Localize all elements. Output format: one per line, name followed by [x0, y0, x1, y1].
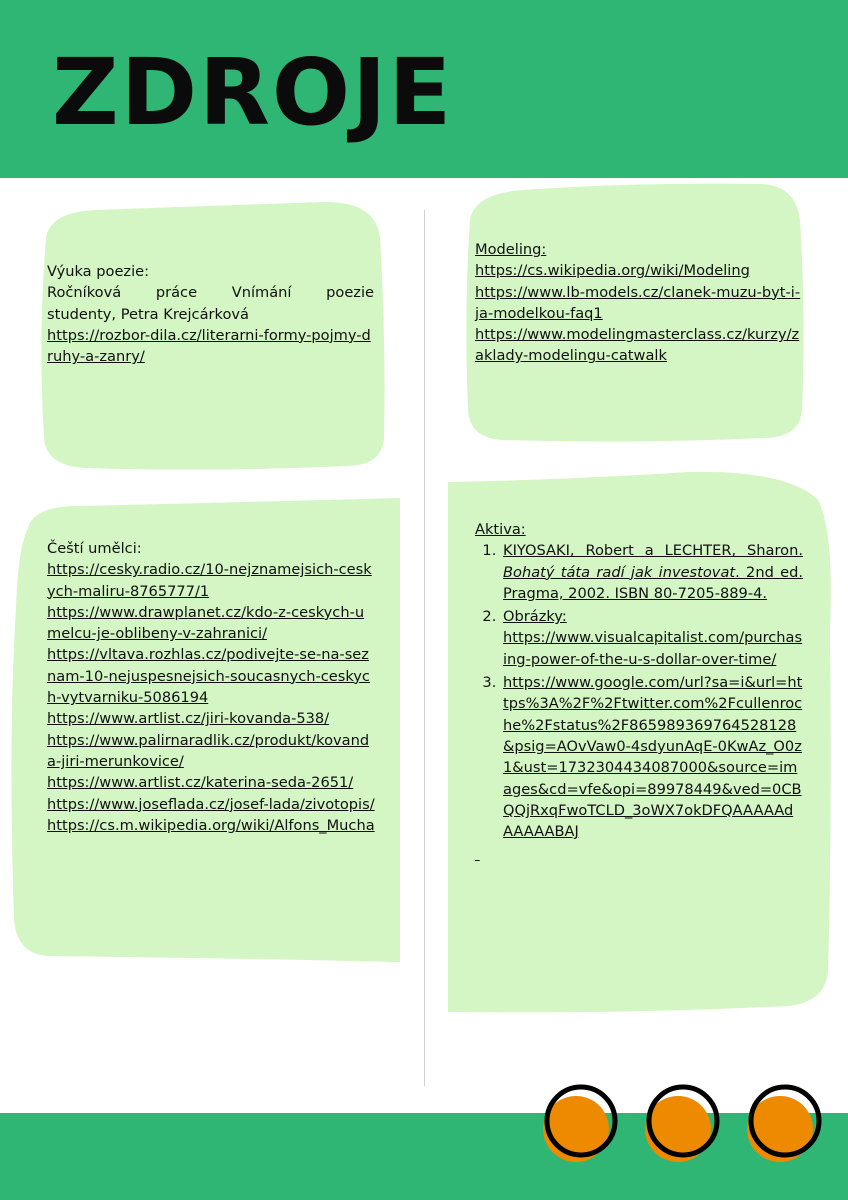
citation-book-title: Bohatý táta radí jak investovat: [503, 563, 736, 581]
poetry-author-line: studenty, Petra Krejcárková: [47, 305, 249, 323]
source-link[interactable]: https://cs.m.wikipedia.org/wiki/Alfons_Mucha: [47, 816, 375, 834]
list-item: [501, 606, 803, 670]
source-link[interactable]: 3. https://www.google.com/url?sa=i&url=https%3A%2F%2Ftwitter.com%2Fcullenroche%2Fstatus%2F865989369764528128&psig=AOvVaw0-4sdyunAqE-0KwAz_O0z1&ust=1732304434087000&source=images&cd=vfe&opi=89978449&ved=0CBQQjRxqFwoTCLD_3oWX7okDFQAAAAAdAAAAABAJ: [503, 674, 803, 841]
column-divider: [424, 210, 425, 1086]
source-link[interactable]: https://www.modelingmasterclass.cz/kurzy/zaklady-modelingu-catwalk: [475, 326, 800, 365]
circle-icon: [536, 1083, 624, 1163]
assets-heading: Aktiva:: [475, 521, 526, 538]
assets-sources-card: [448, 470, 834, 1014]
source-link[interactable]: https://www.artlist.cz/jiri-kovanda-538/: [47, 710, 330, 728]
circle-icon: [740, 1083, 828, 1163]
citation-authors: KIYOSAKI, Robert a LECHTER, Sharon.: [503, 542, 803, 560]
modeling-heading: Modeling:: [475, 241, 547, 258]
poetry-work-line: Ročníková práce Vnímání poezie: [47, 284, 374, 302]
citation-details: . 2nd ed. Pragma, 2002. ISBN 80-7205-889-4.: [503, 563, 803, 602]
source-link[interactable]: https://www.palirnaradlik.cz/produkt/kovanda-jiri-merunkovice/: [47, 731, 370, 770]
modeling-sources-card: [462, 180, 806, 442]
source-link[interactable]: https://www.joseflada.cz/josef-lada/zivotopis/: [47, 795, 375, 813]
circle-icon: [638, 1083, 726, 1163]
assets-source-list: [475, 540, 803, 842]
source-link[interactable]: https://cesky.radio.cz/10-nejznamejsich-ceskych-maliru-8765777/1: [47, 561, 372, 600]
source-link[interactable]: https://vltava.rozhlas.cz/podivejte-se-na-seznam-10-nejuspesnejsich-soucasnych-ceskych-vytvarniku-5086194: [47, 646, 370, 707]
source-link[interactable]: https://www.drawplanet.cz/kdo-z-ceskych-umelcu-je-oblibeny-v-zahranici/: [47, 603, 365, 643]
source-link[interactable]: https://www.lb-models.cz/clanek-muzu-byt-i-ja-modelkou-faq1: [475, 283, 801, 322]
poetry-sources-card: [36, 198, 388, 470]
page-title: ZDROJE: [52, 39, 454, 146]
artists-heading: Čeští umělci:: [47, 540, 142, 557]
source-link[interactable]: https://rozbor-dila.cz/literarni-formy-pojmy-druhy-a-zanry/: [47, 326, 371, 366]
list-item: [501, 540, 803, 604]
source-link[interactable]: https://www.visualcapitalist.com/purchasing-power-of-the-u-s-dollar-over-time/: [503, 629, 803, 668]
czech-artists-sources-card: [8, 498, 402, 962]
book-citation: [503, 540, 803, 604]
images-label: Obrázky:: [503, 608, 567, 626]
source-link[interactable]: https://www.artlist.cz/katerina-seda-2651/: [47, 774, 354, 792]
poetry-heading: Výuka poezie:: [47, 263, 150, 280]
empty-paragraph: [475, 844, 803, 860]
source-link[interactable]: https://cs.wikipedia.org/wiki/Modeling: [475, 262, 750, 280]
list-item: [501, 672, 803, 842]
